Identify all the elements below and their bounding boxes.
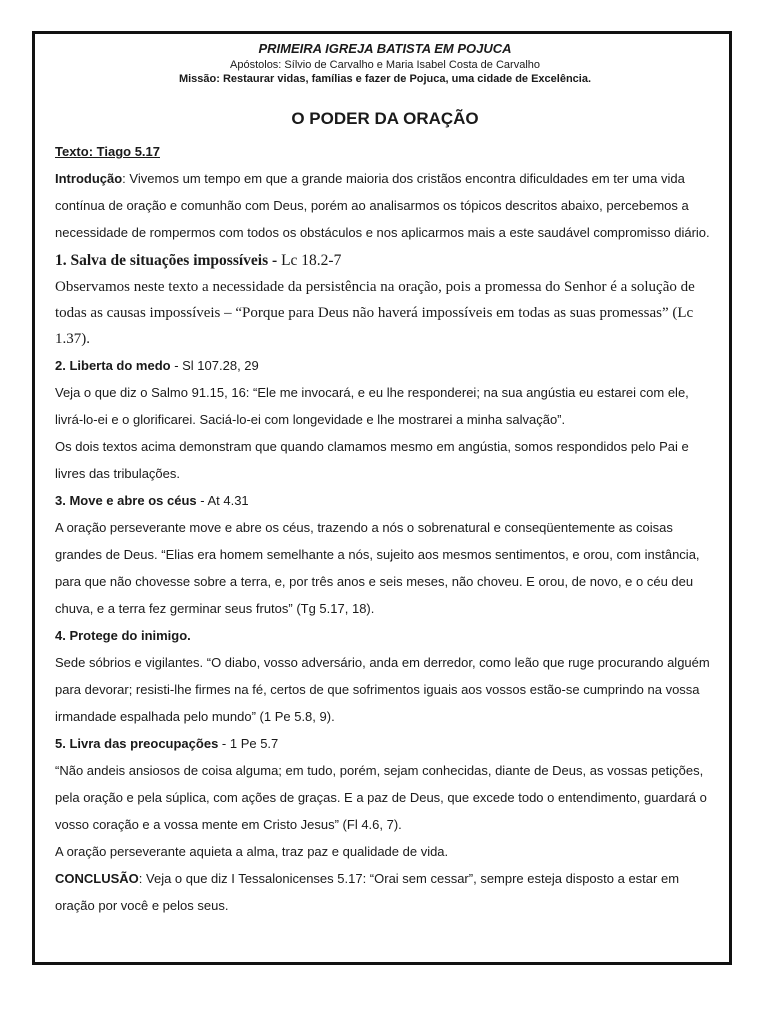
section-5-heading: 5. Livra das preocupações - 1 Pe 5.7 (55, 736, 279, 751)
church-name: PRIMEIRA IGREJA BATISTA EM POJUCA (258, 41, 512, 56)
section-3-heading: 3. Move e abre os céus - At 4.31 (55, 493, 249, 508)
conclusion-label: CONCLUSÃO (55, 871, 139, 886)
section-2-body-2: Os dois textos acima demonstram que quando clamamos mesmo em angústia, somos respondidos pelo Pai e livres das tribulações. (55, 439, 689, 481)
section-2-heading: 2. Liberta do medo - Sl 107.28, 29 (55, 358, 259, 373)
section-4-heading: 4. Protege do inimigo. (55, 628, 191, 643)
mission-line: Missão: Restaurar vidas, famílias e fazer de Pojuca, uma cidade de Excelência. (178, 73, 592, 85)
apostles-line: Apóstolos: Sílvio de Carvalho e Maria Isabel Costa de Carvalho (230, 59, 540, 71)
section-2-body-1: Veja o que diz o Salmo 91.15, 16: “Ele me invocará, e eu lhe responderei; na sua angústia eu estarei com ele, livrá-lo-ei e o glorificarei. Saciá-lo-ei com longevidade e lhe mostrarei a minha salvação”. (55, 385, 689, 427)
conclusion-paragraph (55, 865, 715, 919)
text-reference: Texto: Tiago 5.17 (55, 144, 160, 159)
intro-body: : Vivemos um tempo em que a grande maioria dos cristãos encontra dificuldades em ter uma vida contínua de oração e comunhão com Deus, porém ao analisarmos os tópicos descritos abaixo, percebemos a necessidade de rompermos com todos os obstáculos e nos aplicarmos mais a este saudável compromisso diário. (55, 171, 710, 240)
section-3-body: A oração perseverante move e abre os céus, trazendo a nós o sobrenatural e conseqüentemente as coisas grandes de Deus. “Elias era homem semelhante a nós, sujeito aos mesmos sentimentos, e orou, com instância, para que não chovesse sobre a terra, e, por três anos e seis meses, não choveu. E orou, de novo, e o céu deu chuva, e a terra fez germinar seus frutos” (Tg 5.17, 18). (55, 520, 700, 616)
document-body (55, 40, 715, 919)
section-1-body: Observamos neste texto a necessidade da persistência na oração, pois a promessa do Senhor é a solução de todas as causas impossíveis – “Porque para Deus não haverá impossíveis em todas as suas promessas” (Lc 1.37). (55, 279, 695, 347)
section-4-body: Sede sóbrios e vigilantes. “O diabo, vosso adversário, anda em derredor, como leão que ruge procurando alguém para devorar; resisti-lhe firmes na fé, certos de que sofrimentos iguais aos vossos estão-se cumprindo na vossa irmandade espalhada pelo mundo” (1 Pe 5.8, 9). (55, 655, 710, 724)
section-5-body-2: A oração perseverante aquieta a alma, traz paz e qualidade de vida. (55, 844, 449, 859)
conclusion-body: : Veja o que diz I Tessalonicenses 5.17: “Orai sem cessar”, sempre esteja disposto a estar em oração por você e pelos seus. (55, 871, 680, 913)
section-1-heading: 1. Salva de situações impossíveis - Lc 18.2-7 (55, 252, 342, 269)
intro-label: Introdução (55, 171, 123, 186)
intro-paragraph (55, 165, 715, 246)
page-title: O PODER DA ORAÇÃO (291, 109, 479, 128)
section-5-body-1: “Não andeis ansiosos de coisa alguma; em tudo, porém, sejam conhecidas, diante de Deus, as vossas petições, pela oração e pela súplica, com ações de graças. E a paz de Deus, que excede todo o entendimento, guardará o vosso coração e a vossa mente em Cristo Jesus” (Fl 4.6, 7). (55, 763, 707, 832)
